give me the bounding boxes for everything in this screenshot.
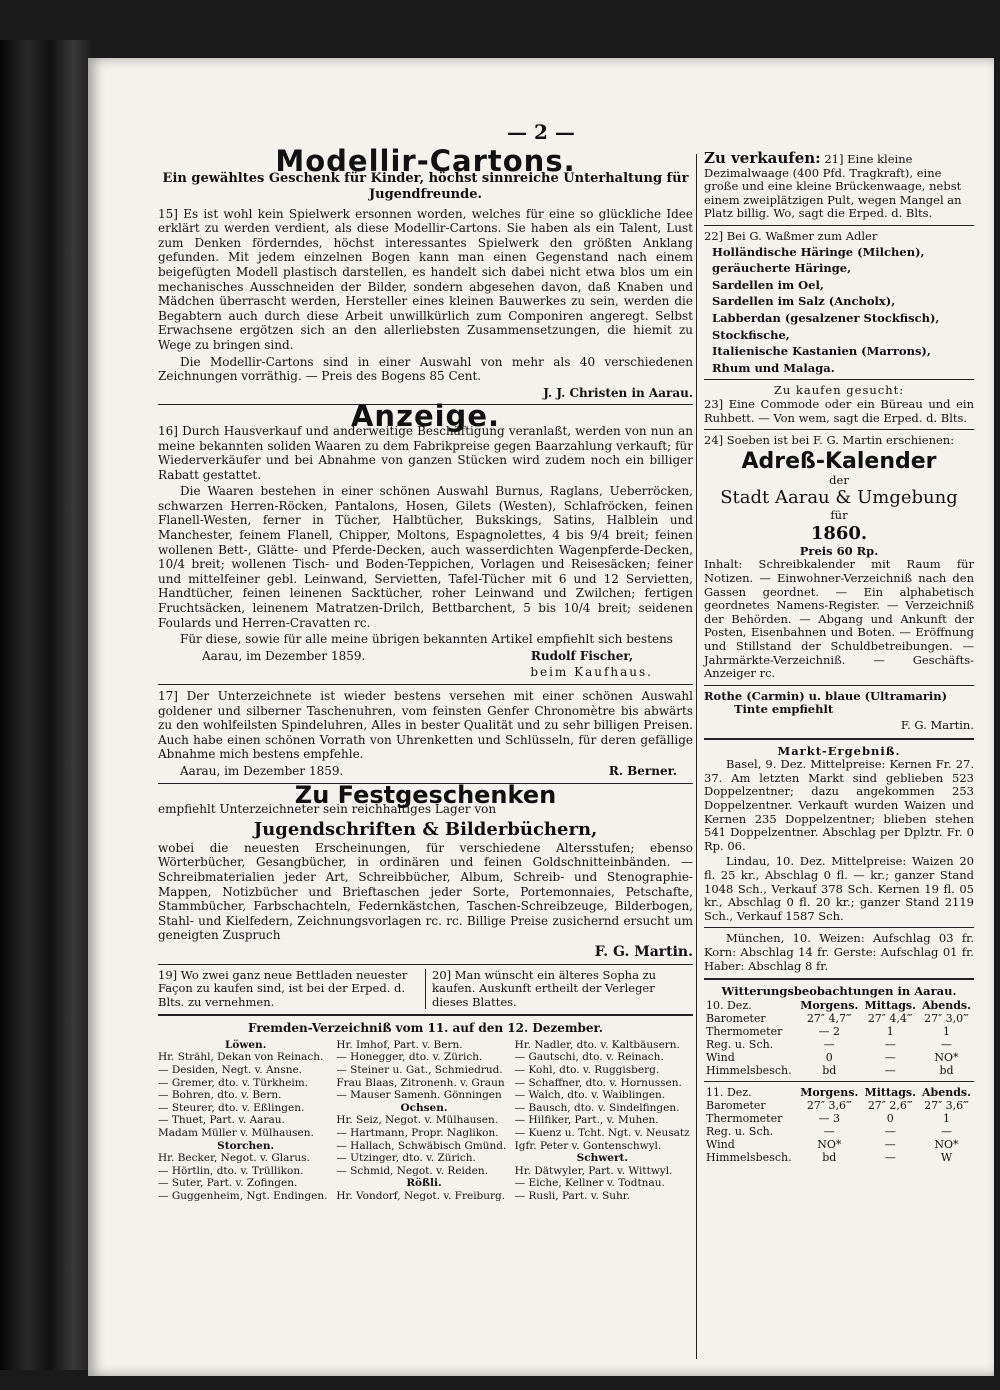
ad21-heading: Zu verkaufen: — [704, 149, 821, 167]
table-row — [704, 999, 974, 1012]
table-cell: NO* — [817, 1137, 842, 1151]
anzeige-p1: 16] Durch Hausverkauf und anderweitige Beschäftigung veranlaßt, werden von nun an meine bekannten soliden Waaren zu dem Fabrikpreise gegen Baarzahlung verkauft; für Wiederverkäufer und bei Abnahme von ganzen Stücken wird zudem noch ein billiger Rabatt gestattet. — [158, 423, 693, 482]
list-item: — Steurer, dto. v. Eßlingen. — [158, 1101, 305, 1114]
table-cell: NO* — [934, 1137, 959, 1151]
ad-23 — [704, 384, 974, 425]
list-item: Hr. Imhof, Part. v. Bern. — [336, 1038, 463, 1051]
fremden-col-3 — [515, 1039, 693, 1203]
table-row — [704, 1138, 974, 1151]
table-cell: — — [940, 1124, 952, 1138]
table-cell: Morgens. — [800, 1085, 859, 1099]
ad24-fuer: für — [830, 508, 848, 523]
table-cell: 1 — [886, 1024, 894, 1038]
table-cell: 27″ 4,4‴ — [867, 1011, 913, 1025]
ad-anzeige — [158, 399, 693, 680]
markt-lindau: Lindau, 10. Dez. Mittelpreise: Waizen 20 fl. 25 kr., Abschlag 0 fl. — kr.; ganzer Stand 1048 Sch., Verkauf 378 Sch. Kernen 19 fl. 05 kr., Abschlag 0 fl. 20 kr.; ganzer Stand 2119 Sch., Verkauf 1587 Sch. — [704, 854, 974, 923]
divider — [704, 738, 974, 740]
anzeige-signature: Rudolf Fischer, — [530, 648, 633, 663]
markt-title: Markt-Ergebniß. — [777, 743, 901, 758]
table-row — [704, 1099, 974, 1112]
list-item: Sardellen im Salz (Ancholx), — [712, 294, 896, 309]
markt-ergebnis — [704, 745, 974, 974]
table-row — [704, 1151, 974, 1164]
weather-table-1 — [704, 999, 974, 1077]
fest-intro: empfiehlt Unterzeichneter sein reichhaltiges Lager von — [158, 802, 497, 817]
page-number: — 2 — — [507, 120, 575, 144]
ad23-heading: Zu kaufen gesucht: — [773, 383, 905, 398]
table-cell: — — [940, 1037, 952, 1051]
list-item: Storchen. — [217, 1139, 275, 1152]
fremden-col-2 — [336, 1039, 514, 1203]
list-item: Frau Blaas, Zitronenh. v. Graun — [336, 1076, 505, 1089]
anzeige-p2: Die Waaren bestehen in einer schönen Auswahl Burnus, Raglans, Ueberröcken, schwarzen Herren-Röcken, Pantalons, Hosen, Gilets (Westen), Schlafröcken, feinen Flanell-Westen, ferner in Tücher, Halbtücher, Bukskings, Satins, Halblein und Manchester, feinem Flanell, Chipper, Moltons, Espagnolettes, 4 bis 9/4 breit; feinen wollenen Bett-, Glätte- und Pferde-Decken, auch wasserdichten Wagenpferde-Decken, 10/4 breit; wollenen Tisch- und Boden-Teppichen, Vorlagen und Reisesäcken; feiner und mittelfeiner gebl. Leinwand, Servietten, Tafel-Tücher mit 6 und 12 Servietten, Handtücher, feinen leinenen Sacktücher, roher Leinwand und Zwilchen; fertigen Fruchtsäcken, leinenem Matratzen-Drilch, Bettbarchent, 5 bis 10/4 breit; seidenen Foulards und Herren-Cravatten rc. — [158, 484, 693, 630]
table-cell: — — [884, 1063, 896, 1077]
table-row — [704, 1025, 974, 1038]
table-cell: Reg. u. Sch. — [706, 1037, 774, 1051]
uhren-signature: R. Berner. — [608, 763, 677, 778]
ad24-title-2: Stadt Aarau & Umgebung — [720, 487, 958, 509]
list-item: Sardellen im Oel, — [712, 277, 824, 292]
table-row — [704, 1112, 974, 1125]
divider — [704, 978, 974, 980]
anzeige-p3: Für diese, sowie für alle meine übrigen bekannten Artikel empfiehlt sich bestens — [180, 632, 673, 647]
fremden-col-1 — [158, 1039, 336, 1203]
table-cell: 27″ 4,7‴ — [806, 1011, 852, 1025]
ad-uhren — [158, 689, 693, 779]
left-column — [158, 144, 693, 1203]
ad-24 — [704, 434, 974, 681]
fremden-title: Fremden-Verzeichniß vom 11. auf den 12. Dezember. — [248, 1021, 603, 1036]
table-cell: Abends. — [922, 1085, 971, 1099]
table-cell: — — [884, 1150, 896, 1164]
list-item: — Rusli, Part. v. Suhr. — [514, 1190, 630, 1202]
list-item: Schwert. — [576, 1152, 628, 1165]
newspaper-page — [88, 58, 994, 1376]
fremden-verzeichnis — [158, 1021, 693, 1202]
table-cell: Barometer — [706, 1011, 766, 1025]
table-cell: 27″ 3,0‴ — [924, 1011, 969, 1025]
divider — [158, 964, 693, 965]
list-item: Hr. Becker, Negot. v. Glarus. — [158, 1152, 310, 1165]
list-item: — Bausch, dto. v. Sindelfingen. — [514, 1101, 680, 1114]
table-cell: Wind — [706, 1050, 735, 1064]
list-item: Labberdan (gesalzener Stockfisch), — [712, 310, 940, 325]
table-cell: 0 — [825, 1050, 833, 1064]
divider — [704, 429, 974, 430]
ad24-title: Adreß-Kalender — [741, 448, 937, 474]
table-cell: Himmelsbesch. — [706, 1063, 792, 1077]
tinte-line-2: Tinte empfiehlt — [734, 702, 834, 717]
modellir-body2: Die Modellir-Cartons sind in einer Auswahl von mehr als 40 verschiedenen Zeichnungen vorräthig. — Preis des Bogens 85 Cent. — [158, 354, 693, 384]
witterung-title: Witterungsbeobachtungen in Aarau. — [721, 984, 957, 999]
list-item: — Gautschi, dto. v. Reinach. — [514, 1051, 664, 1064]
divider — [704, 927, 974, 928]
list-item: — Hartmann, Propr. Naglikon. — [336, 1127, 499, 1140]
list-item: Stockfische, — [712, 327, 790, 342]
modellir-subtitle: Ein gewähltes Geschenk für Kinder, höchst sinnreiche Unterhaltung für Jugendfreunde. — [162, 170, 689, 202]
list-item: Rößli. — [406, 1177, 442, 1190]
ad-modellir — [158, 144, 693, 400]
ad21-body: 21] Eine kleine Dezimalwaage (400 Pfd. Tragkraft), eine große und eine kleine Brückenwaage, nebst einem zweiplätzigen Pult, wegen Mangel an Platz billig. Wo, sagt die Erped. d. Blts. — [704, 152, 962, 221]
uhren-body: 17] Der Unterzeichnete ist wieder bestens versehen mit einer schönen Auswahl goldener und silberner Taschenuhren, vom feinsten Genfer Chronomètre bis abwärts zu den wohlfeilsten Spindeluhren, Alles in bester Qualität und zu sehr billigen Preisen. Auch habe einen schönen Vorrath von Uhrenketten und Schlüsseln, für deren gefällige Abnahme mich bestens empfehle. — [158, 689, 693, 762]
fest-title: Zu Festgeschenken — [294, 780, 557, 809]
table-cell: Abends. — [922, 998, 971, 1012]
list-item: — Guggenheim, Ngt. Endingen. — [158, 1190, 328, 1202]
table-cell: Morgens. — [800, 998, 859, 1012]
fest-body: wobei die neuesten Erscheinungen, für verschiedene Altersstufen; ebenso Wörterbücher, Gesangbücher, in ordinären und feinen Goldschnitteinbänden. — Schreibmaterialien jeder Art, Schreibbücher, Album, Schreib- und Stenographie-Mappen, Notizbücher und Brieftaschen jeder Sorte, Portemonnaies, Petschafte, Stammbücher, Farbschachteln, Federnkästchen, Taschen-Schreibzeuge, Bilderbogen, Stahl- und Kielfedern, Zeichnungsvorlagen rc. rc. Billige Preise zusichernd ersucht um geneigten Zuspruch — [158, 840, 693, 943]
table-cell: 1 — [942, 1111, 950, 1125]
table-cell: — — [823, 1037, 835, 1051]
table-cell: — — [884, 1037, 896, 1051]
list-item: Holländische Häringe (Milchen), — [712, 244, 925, 259]
table-cell: bd — [822, 1150, 837, 1164]
table-cell: bd — [822, 1063, 837, 1077]
anzeige-place: Aarau, im Dezember 1859. — [202, 648, 366, 663]
table-cell: Wind — [706, 1137, 735, 1151]
list-item: — Steiner u. Gat., Schmiedrud. — [336, 1064, 503, 1077]
uhren-place: Aarau, im Dezember 1859. — [180, 763, 344, 778]
table-cell: Mittags. — [864, 998, 916, 1012]
ad23-body: 23] Eine Commode oder ein Büreau und ein Ruhbett. — Von wem, sagt die Erped. d. Blts. — [704, 396, 974, 425]
list-item: — Mauser Samenh. Gönningen — [336, 1089, 502, 1102]
table-cell: 10. Dez. — [706, 998, 752, 1012]
markt-muenchen: München, 10. Weizen: Aufschlag 03 fr. Korn: Abschlag 14 fr. Gerste: Aufschlag 01 fr. Haber: Abschlag 8 fr. — [704, 931, 974, 973]
divider — [158, 1014, 693, 1016]
list-item: Hr. Vondorf, Negot. v. Freiburg. — [336, 1190, 506, 1202]
weather-table-2 — [704, 1086, 974, 1164]
table-row — [704, 1125, 974, 1138]
list-item: — Schaffner, dto. v. Hornussen. — [514, 1076, 682, 1089]
table-row — [704, 1038, 974, 1051]
tinte-line-1: Rothe (Carmin) u. blaue (Ultramarin) — [704, 688, 948, 703]
ad-22 — [704, 230, 974, 375]
right-column — [704, 149, 974, 1164]
list-item: — Hilfiker, Part., v. Muhen. — [514, 1114, 659, 1127]
markt-basel: Basel, 9. Dez. Mittelpreise: Kernen Fr. 27. 37. Am letzten Markt sind geblieben 523 Doppelzentner; dazu angekommen 253 Doppelzentner. Verkauft wurden Waizen und Kernen 235 Doppelzentner; blieben stehen 541 Doppelzentner. Abschlag per Dplztr. Fr. 0 Rp. 06. — [704, 757, 974, 853]
table-cell: 1 — [942, 1024, 950, 1038]
divider — [704, 1081, 974, 1082]
list-item: — Hallach, Schwäbisch Gmünd. — [336, 1139, 507, 1152]
witterung — [704, 985, 974, 1164]
list-item: — Walch, dto. v. Waiblingen. — [514, 1089, 666, 1102]
ad24-year: 1860. — [810, 522, 868, 544]
table-cell: Reg. u. Sch. — [706, 1124, 774, 1138]
table-cell: Thermometer — [706, 1024, 783, 1038]
divider — [704, 379, 974, 380]
table-cell: 27″ 3,6‴ — [924, 1098, 969, 1112]
table-cell: Thermometer — [706, 1111, 783, 1125]
table-cell: 27″ 3,6‴ — [806, 1098, 852, 1112]
list-item: — Eiche, Kellner v. Todtnau. — [514, 1177, 665, 1190]
fest-subtitle: Jugendschriften & Bilderbüchern, — [253, 818, 598, 840]
table-cell: — 2 — [818, 1024, 841, 1038]
table-row — [704, 1064, 974, 1077]
table-cell: Mittags. — [864, 1085, 916, 1099]
list-item: — Kohl, dto. v. Ruggisberg. — [514, 1064, 660, 1077]
modellir-body: 15] Es ist wohl kein Spielwerk ersonnen worden, welches für eine so glückliche Idee erklärt zu werden verdient, als diese Modellir-Cartons. Sie haben als ein Talent, Lust zum Denken förderndes, höchst interessantes Spielwerk den größten Anklang gefunden. Mit jedem einzelnen Bogen kann man einen Gegenstand nach einem beigefügten Modell plastisch darstellen, es handelt sich dabei nicht etwa blos um ein mechanisches Ausschneiden der Bilder, sondern abgesehen davon, daß Knaben und Mädchen überrascht werden, Hersteller eines kleinen Bauwerkes zu sein, werden die Begabtern auch durch diese Arbeit unwillkürlich zum Componiren angeregt. Selbst Erwachsene ergötzen sich an den allerliebsten Zusammensetzungen, die hiemit zu Wege zu bringen sind. — [158, 206, 693, 352]
list-item: geräucherte Häringe, — [712, 261, 852, 276]
ad-19: 19] Wo zwei ganz neue Bettladen neuester Façon zu kaufen sind, ist bei der Erped. d. Blts. zu vernehmen. — [158, 967, 408, 1009]
ad24-price: Preis 60 Rp. — [799, 543, 879, 558]
table-cell: 0 — [886, 1111, 894, 1125]
list-item: — Bohren, dto. v. Bern. — [158, 1089, 282, 1102]
modellir-signature: J. J. Christen in Aarau. — [543, 385, 693, 400]
table-cell: W — [940, 1150, 953, 1164]
divider — [704, 225, 974, 226]
list-item: — Honegger, dto. v. Zürich. — [336, 1051, 483, 1064]
list-item: Rhum und Malaga. — [712, 360, 835, 375]
list-item: Ochsen. — [400, 1101, 448, 1114]
list-item: Igfr. Peter v. Gontenschwyl. — [514, 1139, 662, 1152]
table-cell: — — [884, 1050, 896, 1064]
list-item: — Schmid, Negot. v. Reiden. — [336, 1164, 488, 1177]
table-cell: 11. Dez. — [706, 1085, 752, 1099]
ad-20: 20] Man wünscht ein älteres Sopha zu kaufen. Auskunft ertheilt der Verleger dieses Blattes. — [425, 969, 693, 1010]
list-item: Hr. Seiz, Negot. v. Mülhausen. — [336, 1114, 499, 1127]
column-divider — [696, 154, 697, 1359]
list-item: Madam Müller v. Mülhausen. — [158, 1127, 314, 1140]
ad24-body: Inhalt: Schreibkalender mit Raum für Notizen. — Einwohner-Verzeichniß nach den Gassen geordnet. — Ein alphabetisch geordnetes Namens-Register. — Verzeichniß der Behörden. — Abgang und Ankunft der Posten, Eisenbahnen und Boten. — Eröffnung und Stillstand der Schuldbetreibungen. — Jahrmärkte-Verzeichniß. — Geschäfts-Anzeiger rc. — [704, 557, 974, 681]
table-cell: Himmelsbesch. — [706, 1150, 792, 1164]
tinte-signature: F. G. Martin. — [900, 718, 974, 732]
modellir-title: Modellir-Cartons. — [275, 144, 576, 178]
list-item: Hr. Dätwyler, Part. v. Wittwyl. — [514, 1164, 673, 1177]
table-cell: — — [884, 1137, 896, 1151]
divider — [158, 684, 693, 685]
small-ads-row — [158, 969, 693, 1010]
fest-signature: F. G. Martin. — [594, 943, 693, 960]
ad22-intro: 22] Bei G. Waßmer zum Adler — [704, 228, 878, 243]
ad-tinte — [704, 690, 974, 733]
ad24-der: der — [829, 472, 849, 487]
table-cell: 27″ 2,6‴ — [867, 1098, 913, 1112]
table-row — [704, 1051, 974, 1064]
anzeige-signature-location: beim Kaufhaus. — [530, 665, 653, 680]
list-item: Hr. Nadler, dto. v. Kaltbäusern. — [514, 1038, 680, 1051]
table-cell: — 3 — [818, 1111, 841, 1125]
book-binding — [0, 40, 92, 1370]
list-item: — Suter, Part. v. Zofingen. — [158, 1177, 298, 1190]
list-item: — Thuet, Part. v. Aarau. — [158, 1114, 285, 1127]
ad24-intro: 24] Soeben ist bei F. G. Martin erschienen: — [704, 433, 955, 448]
list-item: — Desiden, Negt. v. Ansne. — [158, 1064, 303, 1077]
list-item: — Utzinger, dto. v. Zürich. — [336, 1152, 476, 1165]
anzeige-title: Anzeige. — [350, 399, 501, 434]
list-item: Hr. Strähl, Dekan von Reinach. — [158, 1051, 324, 1064]
list-item: — Hörtlin, dto. v. Trüllikon. — [158, 1164, 304, 1177]
table-cell: Barometer — [706, 1098, 766, 1112]
list-item: — Gremer, dto. v. Türkheim. — [158, 1076, 309, 1089]
table-cell: bd — [939, 1063, 954, 1077]
table-cell: — — [823, 1124, 835, 1138]
ad-festgeschenke — [158, 780, 693, 960]
list-item: Italienische Kastanien (Marrons), — [712, 344, 931, 359]
table-cell: — — [884, 1124, 896, 1138]
ad-21 — [704, 149, 974, 221]
list-item: Löwen. — [224, 1038, 267, 1051]
table-row — [704, 1012, 974, 1025]
divider — [704, 685, 974, 686]
table-row — [704, 1086, 974, 1099]
list-item: — Kuenz u. Tcht. Ngt. v. Neusatz — [514, 1127, 690, 1140]
table-cell: NO* — [934, 1050, 959, 1064]
